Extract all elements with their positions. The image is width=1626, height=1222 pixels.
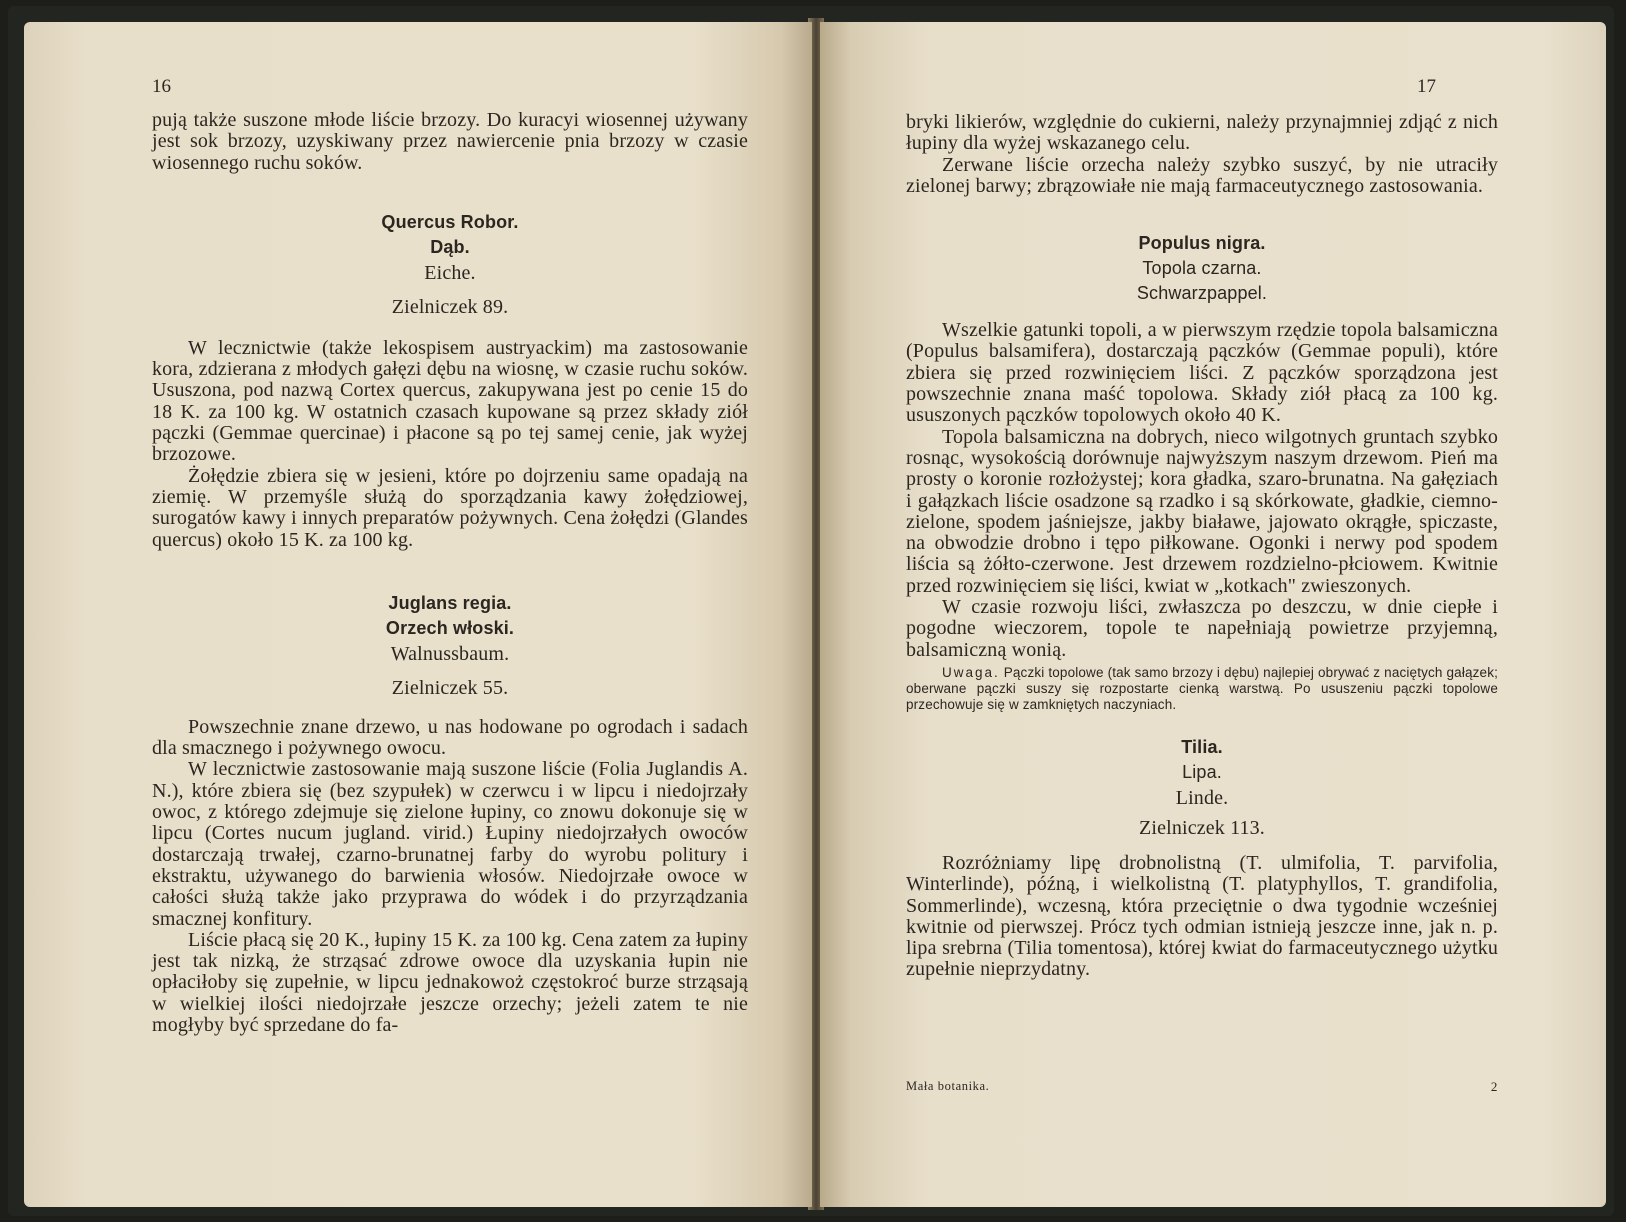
entry-german-name: Walnussbaum. [390, 642, 510, 665]
entry-reference: Zielniczek 55. [391, 676, 509, 699]
entry-latin-name: Juglans regia. [388, 592, 512, 613]
entry-polish-name: Topola czarna. [1142, 258, 1262, 279]
note-paragraph [906, 665, 1498, 713]
entry-german-name: Schwarzpappel. [1136, 283, 1268, 304]
entry-paragraph: Wszelkie gatunki topoli, a w pierwszym rzędzie topola balsamiczna (Populus balsamifera), dostarczają pączków (Gemmae populi), które zbiera się przed rozwinięciem liści. Z pączków sporządzona jest powszechnie znana maść topolowa. Składy ziół płacą za 100 kg. ususzonych pączków topolowych około 40 K. [906, 319, 1498, 427]
entry-german-name: Eiche. [424, 261, 476, 284]
entry-heading-quercus [152, 210, 748, 320]
entry-paragraph: Rozróżniamy lipę drobnolistną (T. ulmifolia, T. parvifolia, Winterlinde), późną, i wielkolistną (T. platyphyllos, T. grandifolia, Sommerlinde), wczesną, która przeciętnie o dwa tygodnie wcześniej kwitnie od pierwszej. Prócz tych odmian istnieją jeszcze inne, jak n. p. lipa srebrna (Tilia tomentosa), której kwiat do farmaceutycznego użytku zupełnie nieprzydatny. [906, 851, 1498, 981]
left-page-text [152, 110, 748, 1036]
entry-heading-populus [906, 231, 1498, 306]
left-page [24, 22, 812, 1207]
intro-paragraph: Zerwane liście orzecha należy szybko suszyć, by nie utraciły zielonej barwy; zbrązowiałe nie mają farmaceutycznego zastosowania. [906, 153, 1498, 197]
page-number: 17 [1417, 76, 1436, 97]
entry-heading-tilia [906, 735, 1498, 841]
signature-mark: 2 [1490, 1079, 1498, 1094]
entry-polish-name: Lipa. [1182, 761, 1222, 782]
page-number: 16 [152, 76, 171, 97]
entry-paragraph: W czasie rozwoju liści, zwłaszcza po deszczu, w dnie ciepłe i pogodne wieczorem, topole te napełniają powietrze przyjemną, balsamiczną wonią. [906, 596, 1498, 661]
intro-paragraph: bryki likierów, względnie do cukierni, należy przynajmniej zdjąć z nich łupiny dla wyżej wskazanego celu. [906, 111, 1498, 155]
entry-paragraph: Żołędzie zbiera się w jesieni, które po dojrzeniu same opadają na ziemię. W przemyśle służą do sporządzania kawy żołędziowej, surogatów kawy i innych preparatów pożywnych. Cena żołędzi (Glandes quercus) około 15 K. za 100 kg. [152, 464, 748, 551]
entry-paragraph: Topola balsamiczna na dobrych, nieco wilgotnych gruntach szybko rosnąc, wysokością dorównuje najwyższym naszym drzewom. Pień ma prosty o koronie rozłożystej; kora gładka, szaro-brunatna. Na gałęziach i gałązkach liście osadzone są rzadko i są skórkowate, gładkie, ciemno-zielone, spodem jaśniejsze, jakby białawe, jajowato okrągłe, spiczaste, na obwodzie drobno i tępo piłkowane. Ogonki i nerwy pod spodem liścia są żółto-czerwone. Jest drzewem rozdzielno-płciowem. Kwitnie przed rozwinięciem się liści, kwiat w „kotkach" zwieszonych. [906, 425, 1498, 597]
note-label: Uwaga. [942, 664, 1000, 680]
entry-polish-name: Dąb. [430, 236, 470, 257]
entry-latin-name: Populus nigra. [1138, 233, 1266, 254]
entry-latin-name: Tilia. [1181, 736, 1223, 757]
entry-heading-juglans [152, 591, 748, 701]
entry-reference: Zielniczek 89. [391, 295, 509, 318]
entry-latin-name: Quercus Robor. [381, 211, 519, 232]
entry-german-name: Linde. [1175, 786, 1229, 809]
entry-paragraph: W lecznictwie (także lekospisem austryackim) ma zastosowanie kora, zdzierana z młodych gałęzi dębu na wiosnę, w czasie ruchu soków. Ususzona, pod nazwą Cortex quercus, zakupywana jest po cenie 15 do 18 K. za 100 kg. W ostatnich czasach kupowane są przez składy ziół pączki (Gemmae quercinae) i płacone są po tej samej cenie, jak wyżej brzozowe. [152, 336, 748, 466]
note-text: Pączki topolowe (tak samo brzozy i dębu) najlepiej obrywać z naciętych gałązek; oberwane pączki suszy się rozpostarte cienką warstwą. Po ususzeniu pączki topolowe przechowuje się w zamkniętych naczyniach. [906, 664, 1498, 712]
entry-paragraph: Liście płacą się 20 K., łupiny 15 K. za 100 kg. Cena zatem za łupiny jest tak nizką, że strząsać zdrowe owoce dla uzyskania łupin nie opłaciłoby się zupełnie, w lipcu jednakowoż częstokroć burze strząsają w wielkiej ilości niedojrzałe jeszcze orzechy; jeżeli zatem te nie mogłyby być sprzedane do fa- [152, 928, 748, 1037]
footer-title: Mała botanika. [906, 1079, 990, 1093]
right-page-text [906, 112, 1498, 981]
entry-polish-name: Orzech włoski. [385, 617, 515, 638]
entry-paragraph: Powszechnie znane drzewo, u nas hodowane po ogrodach i sadach dla smacznego i pożywnego owocu. [152, 715, 748, 760]
page-footer [906, 1079, 1498, 1095]
right-page [820, 22, 1606, 1207]
entry-paragraph: W lecznictwie zastosowanie mają suszone liście (Folia Juglandis A. N.), które zbiera się (bez szypułek) w czerwcu i w lipcu i niedojrzały owoc, z którego zdejmuje się zielone łupiny, co znowu dokonuje się w lipcu (Cortes nucum jugland. virid.) Łupiny niedojrzałych owoców dostarczają trwałej, czarno-brunatnej farby do wyrobu politury i ekstraktu, używanego do barwienia włosów. Niedojrzałe owoce w całości służą także jako przyprawa do wódek i do przyrządzania smacznej konfitury. [152, 758, 748, 930]
entry-reference: Zielniczek 113. [1139, 816, 1265, 839]
intro-paragraph: pują także suszone młode liście brzozy. Do kuracyi wiosennej używany jest sok brzozy, uzyskiwany przez nawiercenie pnia brzozy w czasie wiosennego ruchu soków. [152, 109, 748, 174]
